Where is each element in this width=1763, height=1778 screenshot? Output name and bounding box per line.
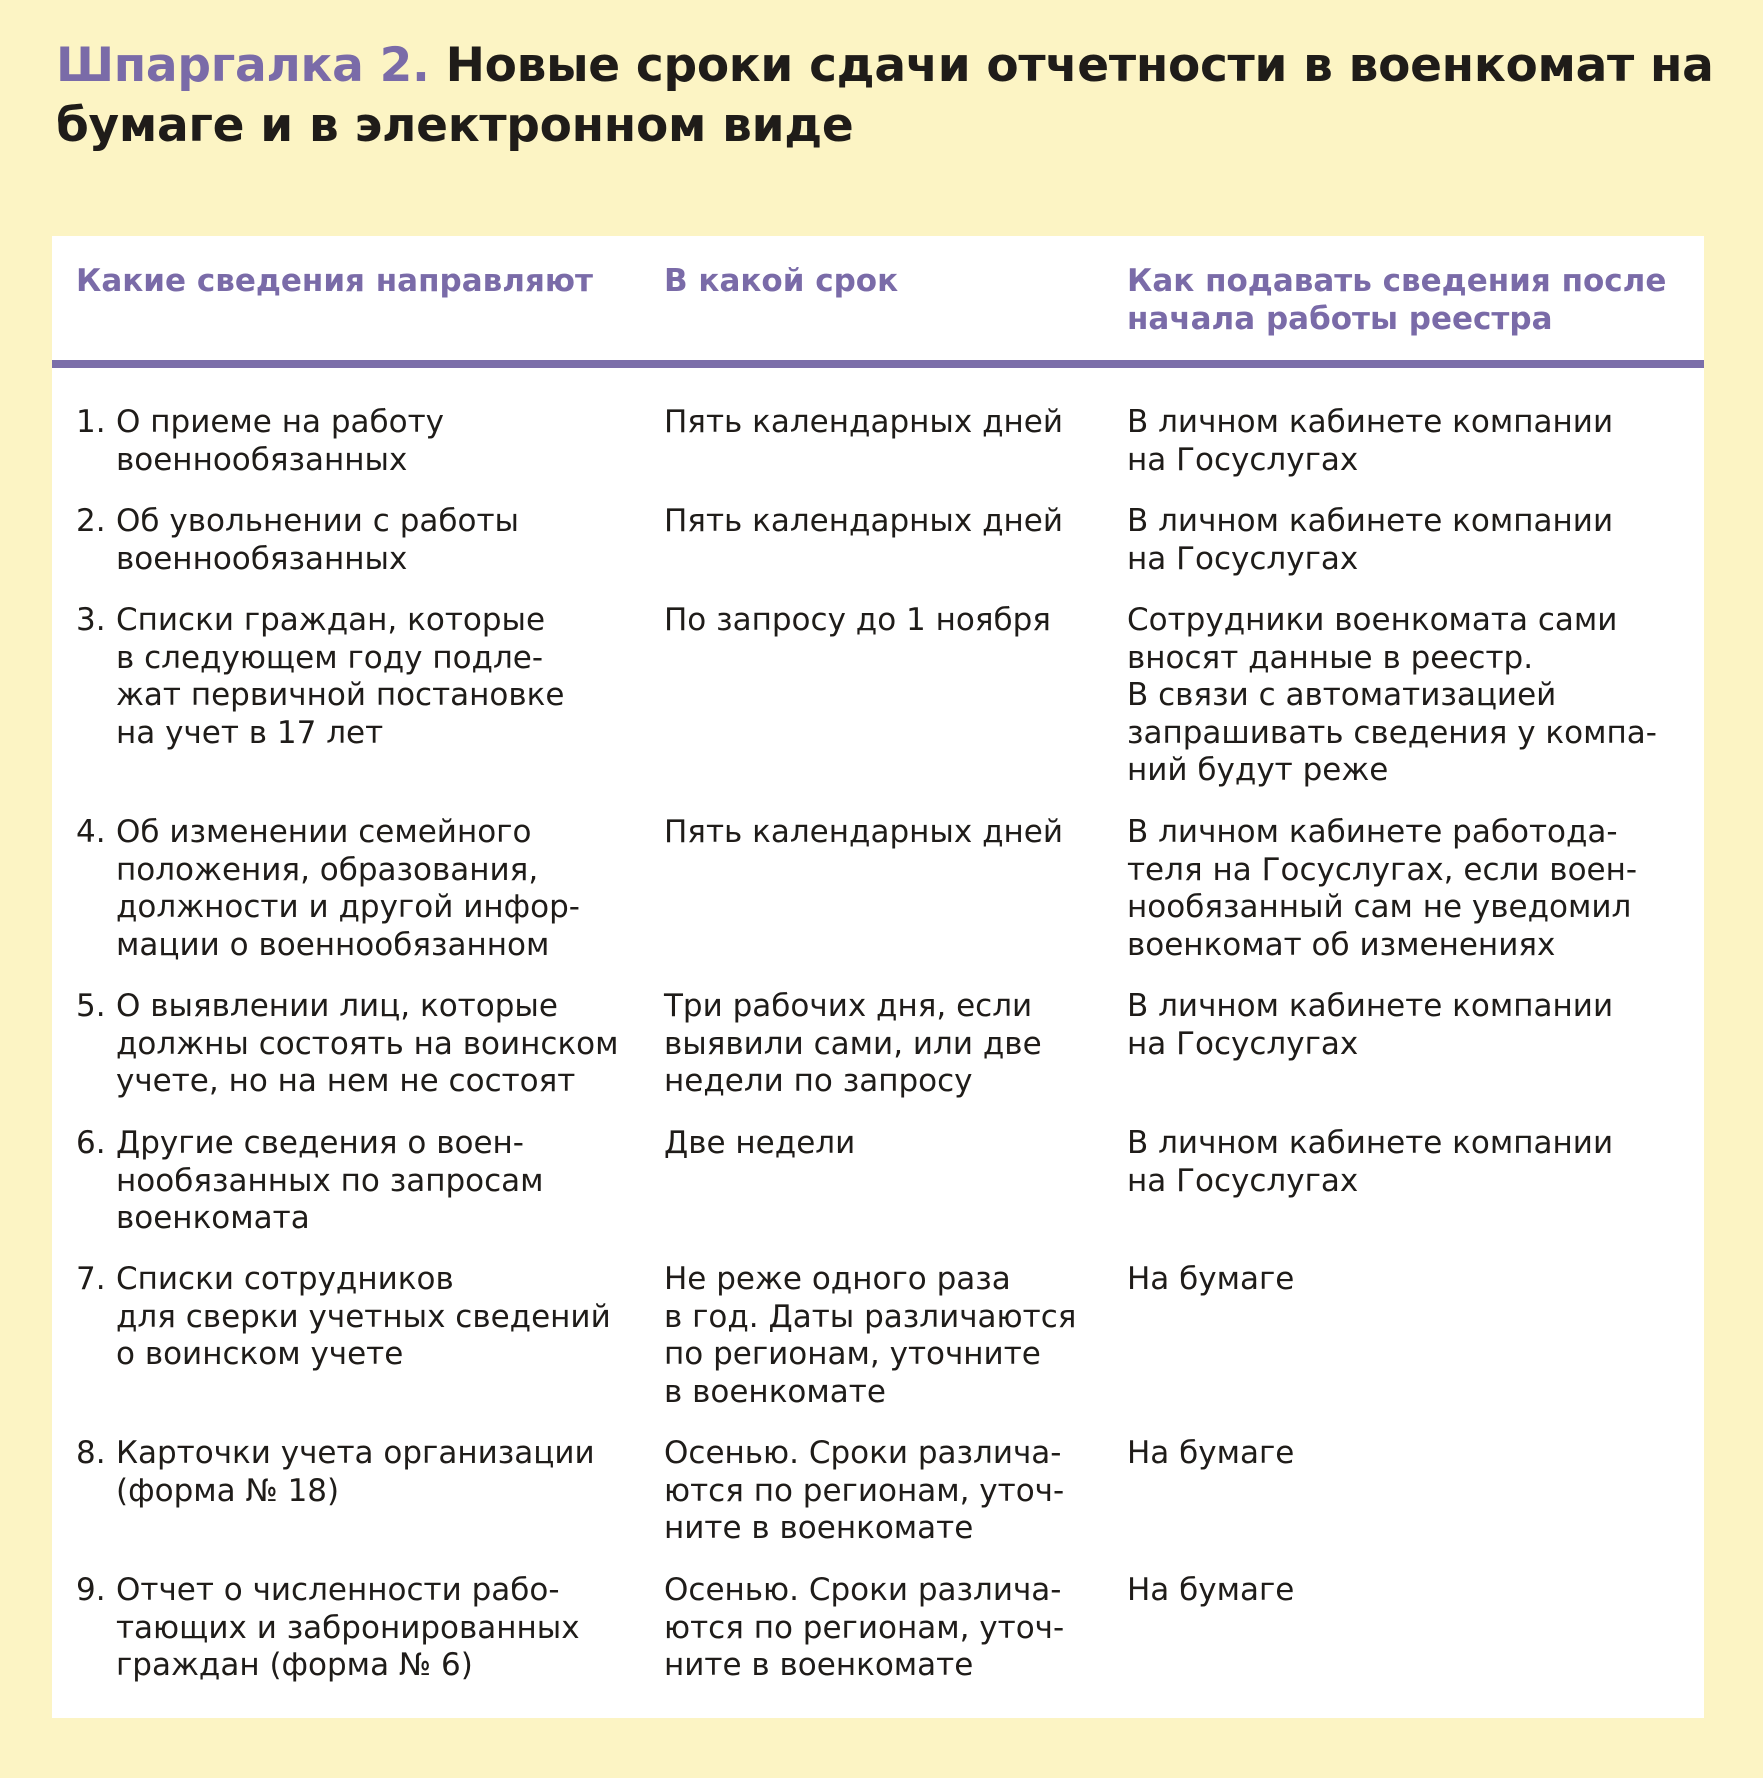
cell-how: На бумаге	[1127, 1572, 1295, 1608]
title-main: Новые сроки сдачи отчетности в военкомат на бумаге и в электронном виде	[56, 38, 1714, 153]
row-what-text: Об увольнении с работы военнообязанных	[116, 503, 519, 577]
row-number: 8.	[76, 1435, 106, 1471]
cell-when: По запросу до 1 ноября	[664, 602, 1051, 638]
header-when: В какой срок	[664, 263, 899, 299]
row-number: 9.	[76, 1572, 106, 1608]
row-what-text: Отчет о численности рабо- тающих и забронированных граждан (форма № 6)	[116, 1572, 580, 1683]
header-how: Как подавать сведения после начала работы реестра	[1127, 263, 1667, 337]
cell-what	[76, 1435, 676, 1510]
deadlines-table	[52, 236, 1704, 1718]
cell-when: Осенью. Сроки различа- ются по регионам, уточ- ните в военкомате	[664, 1435, 1065, 1546]
cell-how: Сотрудники военкомата сами вносят данные в реестр. В связи с автоматизацией запрашивать сведения у компа- ний будут реже	[1127, 602, 1657, 788]
cell-how: В личном кабинете компании на Госуслугах	[1127, 988, 1614, 1062]
row-number: 7.	[76, 1261, 106, 1297]
row-number: 4.	[76, 814, 106, 850]
cell-what	[76, 1125, 676, 1238]
cell-when: Осенью. Сроки различа- ются по регионам, уточ- ните в военкомате	[664, 1572, 1065, 1683]
row-what-text: Списки сотрудников для сверки учетных сведений о воинском учете	[116, 1261, 611, 1372]
cell-when: Не реже одного раза в год. Даты различаются по регионам, уточните в военкомате	[664, 1261, 1077, 1410]
cell-what	[76, 814, 676, 964]
cell-what	[76, 503, 676, 578]
cell-what	[76, 1261, 676, 1374]
cell-when: Пять календарных дней	[664, 503, 1063, 539]
cell-how: В личном кабинете компании на Госуслугах	[1127, 404, 1614, 478]
row-number: 1.	[76, 404, 106, 440]
cell-what	[76, 602, 676, 752]
title-prefix: Шпаргалка 2.	[56, 38, 430, 93]
row-number: 3.	[76, 602, 106, 638]
cell-how: На бумаге	[1127, 1435, 1295, 1471]
cell-how: В личном кабинете работода- теля на Госуслугах, если воен- нообязанный сам не уведомил военкомат об изменениях	[1127, 814, 1638, 963]
row-what-text: Другие сведения о воен- нообязанных по запросам военкомата	[116, 1125, 544, 1236]
cell-when: Пять календарных дней	[664, 814, 1063, 850]
row-number: 6.	[76, 1125, 106, 1161]
row-number: 2.	[76, 503, 106, 539]
table-header	[52, 236, 1704, 368]
cell-what	[76, 1572, 676, 1685]
cell-when: Две недели	[664, 1125, 856, 1161]
cell-how: На бумаге	[1127, 1261, 1295, 1297]
row-what-text: Об изменении семейного положения, образования, должности и другой инфор- мации о военнообязанном	[116, 814, 580, 963]
row-number: 5.	[76, 988, 106, 1024]
page-title	[56, 36, 1716, 156]
row-what-text: О приеме на работу военнообязанных	[116, 404, 445, 478]
cell-when: Три рабочих дня, если выявили сами, или две недели по запросу	[664, 988, 1042, 1099]
row-what-text: Списки граждан, которые в следующем году подле- жат первичной постановке на учет в 17 лет	[116, 602, 565, 751]
cell-what	[76, 404, 676, 479]
cell-how: В личном кабинете компании на Госуслугах	[1127, 503, 1614, 577]
cell-what	[76, 988, 676, 1101]
row-what-text: Карточки учета организации (форма № 18)	[116, 1435, 595, 1509]
cell-when: Пять календарных дней	[664, 404, 1063, 440]
row-what-text: О выявлении лиц, которые должны состоять на воинском учете, но на нем не состоят	[116, 988, 619, 1099]
header-what: Какие сведения направляют	[76, 263, 593, 299]
cell-how: В личном кабинете компании на Госуслугах	[1127, 1125, 1614, 1199]
